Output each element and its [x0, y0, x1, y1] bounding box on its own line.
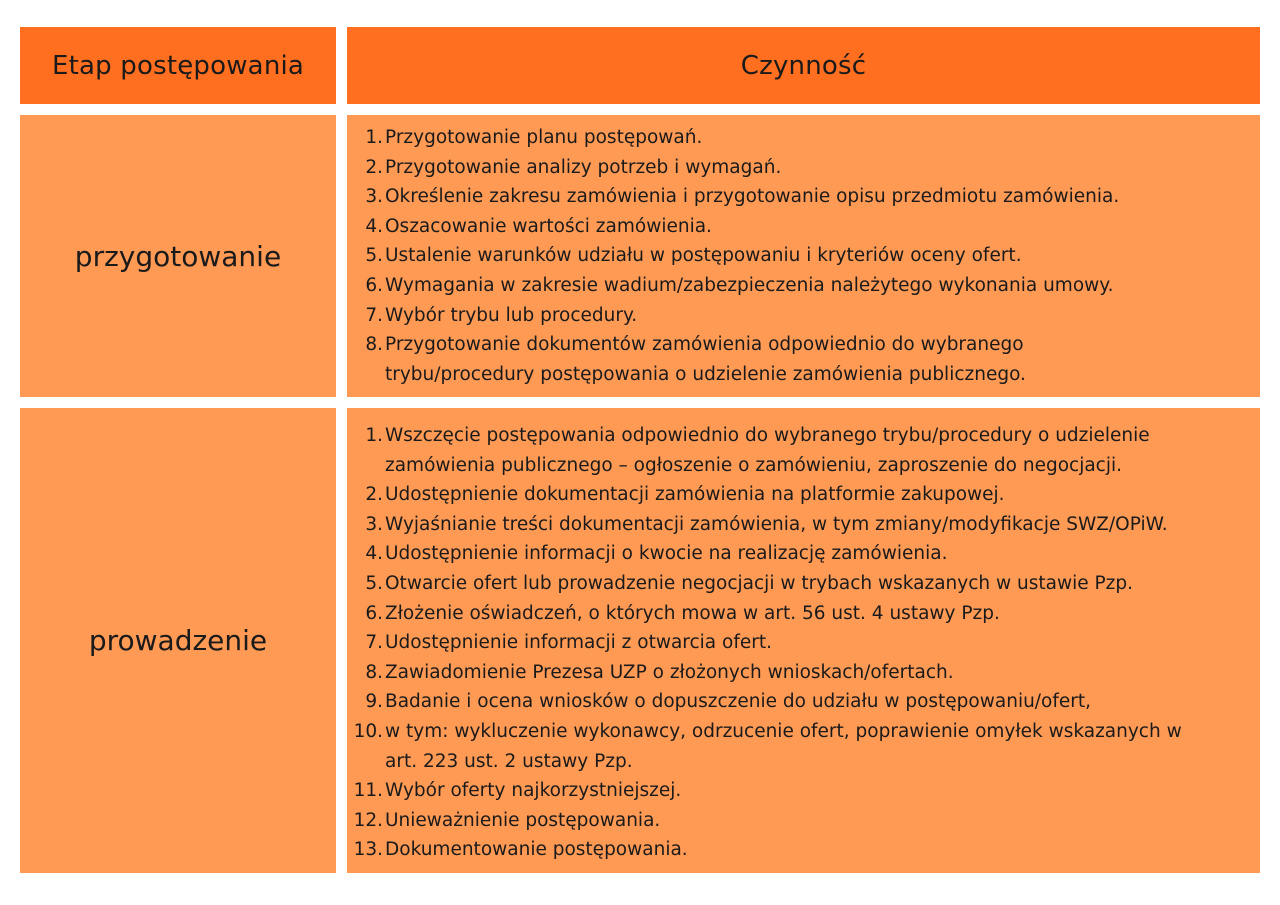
list-item: 1. Wszczęcie postępowania odpowiednio do wybranego trybu/procedury o udzielenie zamówienia publicznego – ogłoszenie o zamówieniu, zaproszenie do negocjacji. — [365, 425, 1150, 476]
list-item: 11. Wybór oferty najkorzystniejszej. — [353, 780, 682, 802]
list-item: 6. Złożenie oświadczeń, o których mowa w art. 56 ust. 4 ustawy Pzp. — [365, 602, 1000, 624]
stage-cell-conduct — [20, 408, 336, 873]
list-item: 2. Przygotowanie analizy potrzeb i wymagań. — [365, 156, 782, 178]
action-cell-preparation — [347, 115, 1260, 397]
list-item: 5. Otwarcie ofert lub prowadzenie negocjacji w trybach wskazanych w ustawie Pzp. — [365, 572, 1133, 594]
action-cell-conduct — [347, 408, 1260, 873]
list-item: 7. Udostępnienie informacji z otwarcia ofert. — [365, 632, 772, 654]
stage-label: przygotowanie — [74, 239, 282, 273]
stage-column-header-label: Etap postępowania — [51, 50, 305, 81]
list-item: 10. w tym: wykluczenie wykonawcy, odrzucenie ofert, poprawienie omyłek wskazanych w art. 223 ust. 2 ustawy Pzp. — [353, 720, 1182, 772]
stage-column-header — [20, 27, 336, 104]
steps-list-preparation — [353, 123, 1119, 389]
list-item: 1. Przygotowanie planu postępowań. — [365, 127, 703, 148]
list-item: 8. Zawiadomienie Prezesa UZP o złożonych wnioskach/ofertach. — [365, 661, 954, 683]
list-item: 13. Dokumentowanie postępowania. — [353, 839, 688, 861]
list-item: 9. Badanie i ocena wniosków o dopuszczenie do udziału w postępowaniu/ofert, — [365, 691, 1091, 713]
action-column-header — [347, 27, 1260, 104]
action-column-header-label: Czynność — [740, 50, 867, 81]
list-item: 12. Unieważnienie postępowania. — [353, 809, 661, 831]
list-item: 3. Określenie zakresu zamówienia i przygotowanie opisu przedmiotu zamówienia. — [365, 186, 1120, 208]
list-item: 7. Wybór trybu lub procedury. — [365, 304, 638, 326]
list-item: 4. Oszacowanie wartości zamówienia. — [365, 215, 712, 237]
list-item: 4. Udostępnienie informacji o kwocie na realizację zamówienia. — [365, 543, 948, 565]
stage-cell-preparation — [20, 115, 336, 397]
list-item: 8. Przygotowanie dokumentów zamówienia odpowiednio do wybranego trybu/procedury postępowania o udzielenie zamówienia publicznego. — [365, 334, 1026, 385]
list-item: 3. Wyjaśnianie treści dokumentacji zamówienia, w tym zmiany/modyfikacje SWZ/OPiW. — [365, 513, 1168, 535]
list-item: 2. Udostępnienie dokumentacji zamówienia na platformie zakupowej. — [365, 484, 1005, 506]
steps-list-conduct — [353, 421, 1182, 865]
list-item: 6. Wymagania w zakresie wadium/zabezpieczenia należytego wykonania umowy. — [365, 274, 1114, 296]
stage-label: prowadzenie — [88, 624, 268, 657]
list-item: 5. Ustalenie warunków udziału w postępowaniu i kryteriów oceny ofert. — [365, 245, 1022, 267]
